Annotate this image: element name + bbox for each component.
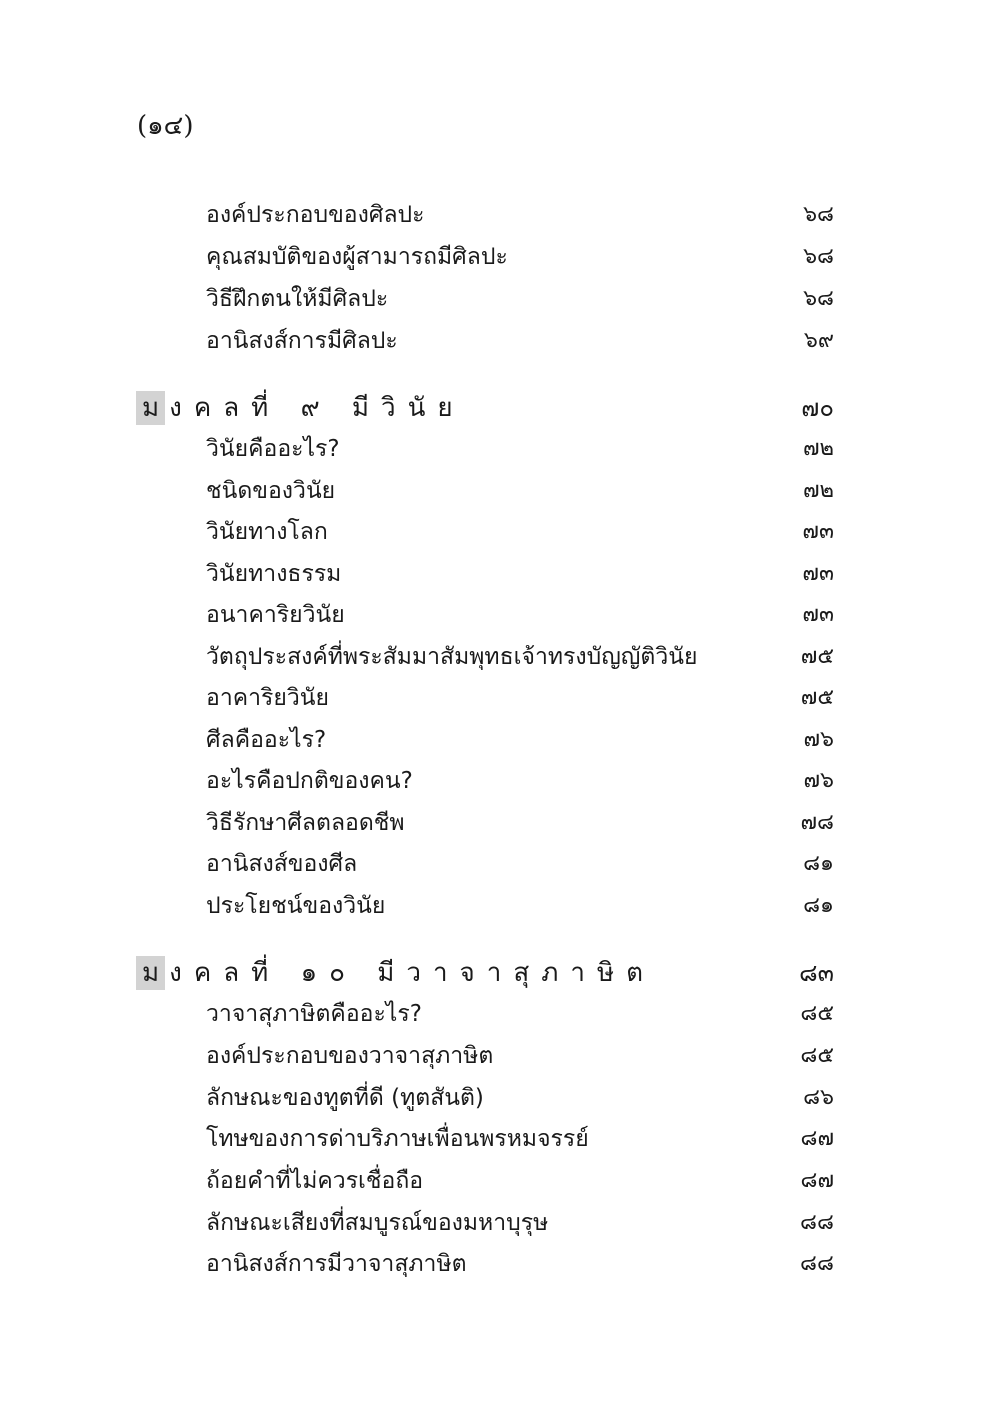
toc-entry <box>0 513 1000 551</box>
entry-title: วินัยทางธรรม <box>206 561 342 587</box>
entry-title: อานิสงส์การมีศิลปะ <box>206 328 398 354</box>
page-ref: ๗๕ <box>800 685 834 710</box>
page-ref: ๗๖ <box>803 727 834 752</box>
entry-title: โทษของการด่าบริภาษเพื่อนพรหมจรรย์ <box>206 1126 589 1152</box>
entry-title: อนาคาริยวินัย <box>206 602 345 628</box>
page-ref: ๖๘ <box>803 202 834 227</box>
toc-entry <box>0 887 1000 925</box>
toc-entry <box>0 1245 1000 1283</box>
section-title <box>136 953 655 993</box>
toc-entry <box>0 1204 1000 1242</box>
section-title-rest: งคลที่ ๑๐ มีวาจาสุภาษิต <box>169 958 656 988</box>
entry-title: ศีลคืออะไร? <box>206 727 327 753</box>
entry-title: ชนิดของวินัย <box>206 478 336 504</box>
page-ref: ๘๑ <box>803 851 834 876</box>
toc-entry <box>0 472 1000 510</box>
toc-entry <box>0 679 1000 717</box>
entry-title: วินัยทางโลก <box>206 519 328 545</box>
toc-entry <box>0 804 1000 842</box>
toc-entry <box>0 280 1000 318</box>
page-number: (๑๔) <box>137 111 194 141</box>
toc-entry <box>0 845 1000 883</box>
page-ref: ๗๕ <box>800 644 834 669</box>
toc-entry <box>0 238 1000 276</box>
entry-title: อะไรคือปกติของคน? <box>206 768 413 794</box>
toc-entry <box>0 430 1000 468</box>
page-ref: ๘๘ <box>800 1210 834 1235</box>
section-initial-highlight: ม <box>136 956 165 990</box>
entry-title: คุณสมบัติของผู้สามารถมีศิลปะ <box>206 244 508 270</box>
section-initial-highlight: ม <box>136 391 165 425</box>
page-ref: ๘๗ <box>800 1168 834 1193</box>
toc-entry <box>0 762 1000 800</box>
toc-entry <box>0 638 1000 676</box>
toc-entry <box>0 555 1000 593</box>
entry-title: อาคาริยวินัย <box>206 685 329 711</box>
entry-title: องค์ประกอบของวาจาสุภาษิต <box>206 1043 494 1069</box>
toc-entry <box>0 721 1000 759</box>
entry-title: ถ้อยคำที่ไม่ควรเชื่อถือ <box>206 1168 424 1194</box>
page-ref: ๘๕ <box>800 1043 834 1068</box>
page-ref: ๘๑ <box>803 893 834 918</box>
entry-title: วาจาสุภาษิตคืออะไร? <box>206 1001 422 1027</box>
section-title-rest: งคลที่ ๙ มีวินัย <box>169 393 465 423</box>
entry-title: วัตถุประสงค์ที่พระสัมมาสัมพุทธเจ้าทรงบัญญัติวินัย <box>206 644 698 670</box>
entry-title: วิธีรักษาศีลตลอดชีพ <box>206 810 405 836</box>
toc-entry <box>0 322 1000 360</box>
toc-entry <box>0 1120 1000 1158</box>
entry-title: องค์ประกอบของศิลปะ <box>206 202 425 228</box>
page-ref: ๗๓ <box>802 602 834 627</box>
page-ref: ๗๓ <box>802 519 834 544</box>
entry-title: วินัยคืออะไร? <box>206 436 340 462</box>
page-ref: ๘๓ <box>799 959 834 987</box>
entry-title: ประโยชน์ของวินัย <box>206 893 386 919</box>
toc-entry <box>0 995 1000 1033</box>
page-ref: ๗๒ <box>802 436 834 461</box>
entry-title: ลักษณะเสียงที่สมบูรณ์ของมหาบุรุษ <box>206 1210 549 1236</box>
toc-section-heading <box>0 388 1000 428</box>
toc-entry <box>0 1037 1000 1075</box>
page-ref: ๗๘ <box>800 810 834 835</box>
page-ref: ๗๓ <box>802 561 834 586</box>
page-ref: ๗๖ <box>803 768 834 793</box>
toc-entry <box>0 1162 1000 1200</box>
page-ref: ๘๘ <box>800 1251 834 1276</box>
page-ref: ๖๘ <box>803 244 834 269</box>
page-ref: ๗๐ <box>801 394 834 422</box>
toc-entry <box>0 596 1000 634</box>
page-ref: ๘๕ <box>800 1001 834 1026</box>
page-ref: ๖๙ <box>803 328 834 353</box>
page-ref: ๘๖ <box>803 1085 834 1110</box>
section-title <box>136 388 465 428</box>
page-ref: ๗๒ <box>802 478 834 503</box>
entry-title: วิธีฝึกตนให้มีศิลปะ <box>206 286 389 312</box>
toc-section-heading <box>0 953 1000 993</box>
page-ref: ๖๘ <box>803 286 834 311</box>
toc-entry <box>0 1079 1000 1117</box>
toc-entry <box>0 196 1000 234</box>
entry-title: อานิสงส์การมีวาจาสุภาษิต <box>206 1251 467 1277</box>
entry-title: อานิสงส์ของศีล <box>206 851 358 877</box>
page-ref: ๘๗ <box>800 1126 834 1151</box>
entry-title: ลักษณะของทูตที่ดี (ทูตสันติ) <box>206 1085 484 1111</box>
